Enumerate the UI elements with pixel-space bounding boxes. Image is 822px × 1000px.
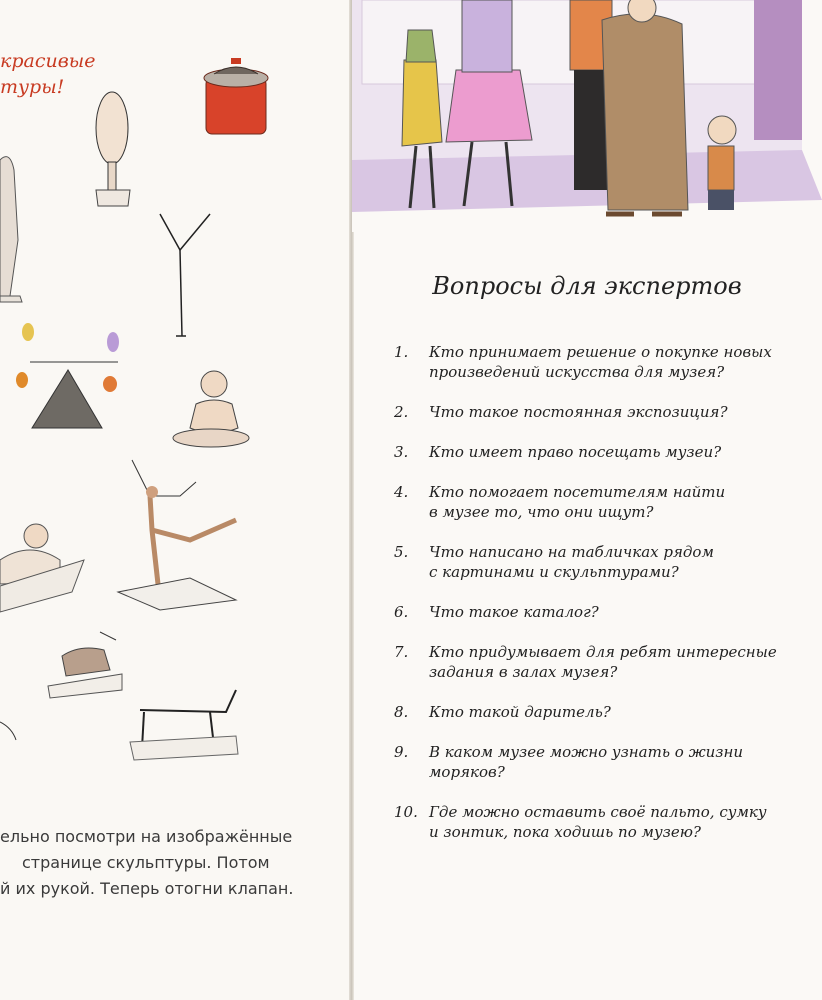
question-item: [394, 602, 804, 622]
question-text: [429, 402, 804, 422]
question-text: [429, 602, 804, 622]
question-line: Кто придумывает для ребят интересные: [429, 643, 777, 661]
stick-sculpture-icon: [160, 214, 210, 336]
museum-visitors-illustration: [352, 0, 822, 232]
seated-figure-sculpture-icon: [173, 371, 249, 447]
question-text: [429, 482, 804, 522]
mobile-sculpture-icon: [16, 323, 119, 428]
question-item: [394, 542, 804, 582]
left-body-line: й их рукой. Теперь отогни клапан.: [0, 879, 294, 898]
question-text: [429, 542, 804, 582]
dancer-sculpture-icon: [118, 460, 236, 610]
question-item: [394, 342, 804, 382]
question-number: 9.: [394, 743, 409, 761]
question-number: 1.: [394, 343, 409, 361]
left-title-line: красивые: [0, 50, 96, 72]
question-number: 5.: [394, 543, 409, 561]
question-line: в музее то, что они ищут?: [429, 503, 654, 521]
question-number: 6.: [394, 603, 409, 621]
question-item: [394, 442, 804, 462]
question-line: моряков?: [429, 763, 505, 781]
question-line: Кто помогает посетителям найти: [429, 483, 726, 501]
question-line: В каком музее можно узнать о жизни: [429, 743, 744, 761]
question-item: [394, 742, 804, 782]
question-item: [394, 482, 804, 522]
question-number: 3.: [394, 443, 409, 461]
question-line: Кто имеет право посещать музеи?: [429, 443, 722, 461]
question-line: с картинами и скульптурами?: [429, 563, 679, 581]
question-line: произведений искусства для музея?: [429, 363, 725, 381]
question-item: [394, 642, 804, 682]
sculptures-illustration: [0, 0, 350, 800]
question-text: [429, 742, 804, 782]
questions-list: [394, 342, 804, 842]
bull-sculpture-icon: [48, 632, 122, 698]
arc-fragment-icon: [0, 722, 16, 740]
question-item: [394, 802, 804, 842]
left-body-line: странице скульптуры. Потом: [22, 853, 270, 872]
questions-heading: Вопросы для экспертов: [432, 272, 742, 300]
left-page-title: [0, 48, 110, 100]
question-number: 4.: [394, 483, 409, 501]
question-line: Что написано на табличках рядом: [429, 543, 714, 561]
question-line: Кто принимает решение о покупке новых: [429, 343, 772, 361]
mask-sculpture-icon: [96, 92, 130, 206]
child-figure-icon: [708, 116, 736, 210]
left-page-instructions: [0, 824, 340, 902]
visitor-figure-icon: [602, 0, 688, 214]
question-number: 10.: [394, 803, 418, 821]
question-item: [394, 402, 804, 422]
question-line: задания в залах музея?: [429, 663, 618, 681]
question-line: и зонтик, пока ходишь по музею?: [429, 823, 701, 841]
question-number: 8.: [394, 703, 409, 721]
question-text: [429, 642, 804, 682]
question-line: Где можно оставить своё пальто, сумку: [429, 803, 767, 821]
question-text: [429, 702, 804, 722]
question-text: [429, 342, 804, 382]
reclining-sculpture-icon: [0, 524, 84, 612]
question-line: Что такое постоянная экспозиция?: [429, 403, 728, 421]
question-number: 2.: [394, 403, 409, 421]
question-number: 7.: [394, 643, 409, 661]
left-body-line: ельно посмотри на изображённые: [0, 827, 293, 846]
question-item: [394, 702, 804, 722]
question-text: [429, 442, 804, 462]
left-title-line: туры!: [0, 76, 65, 98]
question-text: [429, 802, 804, 842]
standing-figure-icon: [0, 157, 22, 302]
question-line: Что такое каталог?: [429, 603, 599, 621]
question-line: Кто такой даритель?: [429, 703, 611, 721]
horse-sculpture-icon: [130, 690, 238, 760]
pot-sculpture-icon: [204, 58, 268, 134]
